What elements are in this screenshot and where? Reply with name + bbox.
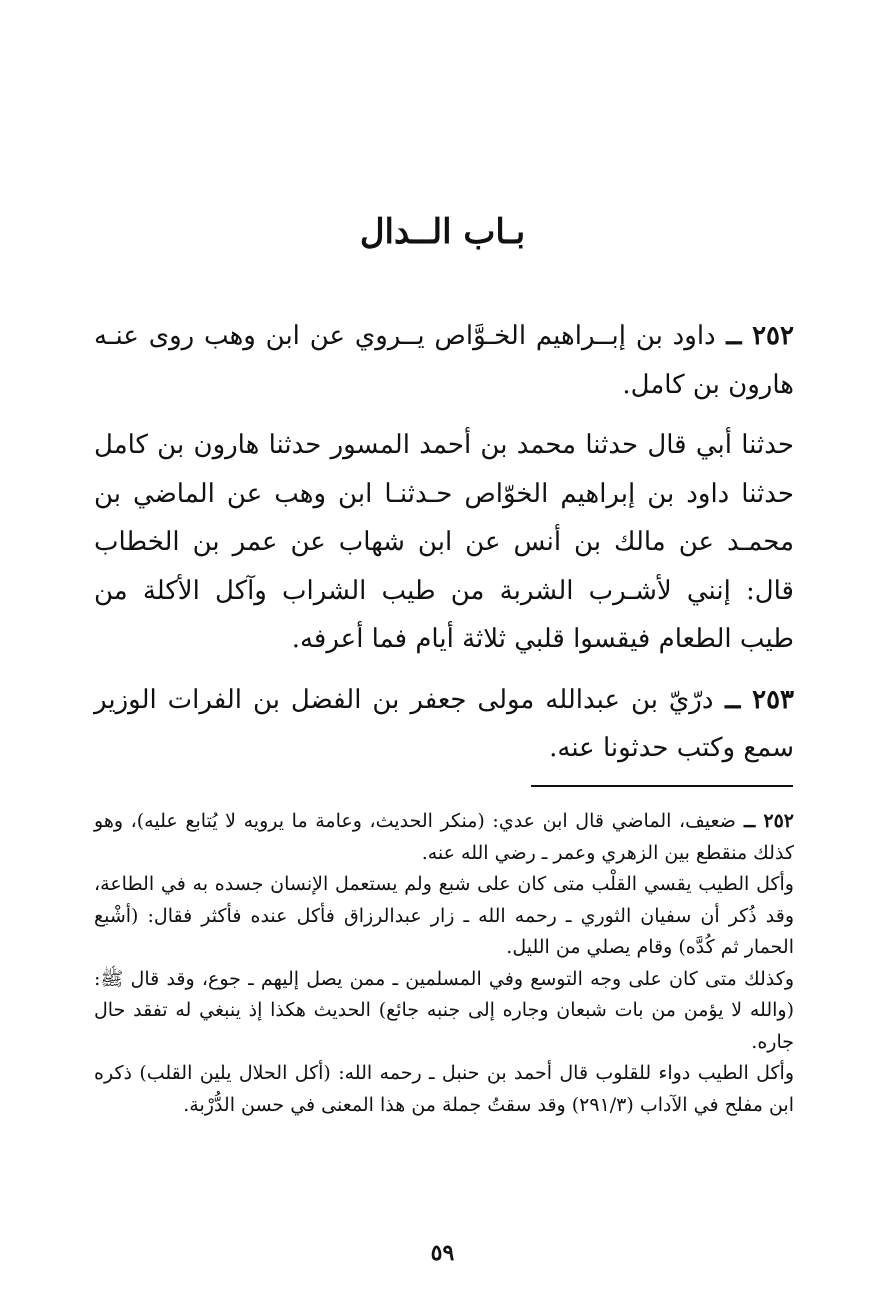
footnote-paragraph <box>94 869 794 964</box>
footnote-paragraph <box>94 964 794 1059</box>
footnote-text: وأكل الطيب يقسي القلْب متى كان على شبع ولم يستعمل الإنسان جسده به في الطاعة، وقد ذُكر أن سفيان الثوري ـ رحمه الله ـ زار عبدالرزاق فأكل عنده فأكثر فقال: (أشْبع الحمار ثم كُدَّه) وقام يصلي من الليل. <box>94 873 794 958</box>
footnote-paragraph <box>94 1058 794 1121</box>
entry-252-hadith <box>94 421 794 664</box>
main-text <box>94 312 794 785</box>
entry-number: ٢٥٣ <box>752 684 795 715</box>
footnote-number: ٢٥٢ <box>763 810 794 832</box>
entry-text: حدثنا أبي قال حدثنا محمد بن أحمد المسور حدثنا هارون بن كامل حدثنا داود بن إبراهيم الخوّاص حـدثنـا ابن وهب عن الماضي بن محمـد عن مالك بن أنس عن ابن شهاب عن عمر بن الخطاب قال: إنني لأشـرب الشربة من طيب الشراب وآكل الأكلة من طيب الطعام فيقسوا قلبي ثلاثة أيام فما أعرفه. <box>94 430 794 654</box>
entry-253 <box>94 676 794 773</box>
footnote-text: وأكل الطيب دواء للقلوب قال أحمد بن حنبل ـ رحمه الله: (أكل الحلال يلين القلب) ذكره ابن مفلح في الآداب (٢٩١/٣) وقد سقتُ جملة من هذا المعنى في حسن الدُّرْبة. <box>94 1062 794 1116</box>
entry-dash: ــ <box>715 321 753 351</box>
footnote-text: وكذلك متى كان على وجه التوسع وفي المسلمين ـ ممن يصل إليهم ـ جوع، وقد قال ﷺ: (والله لا يؤمن من بات شبعان وجاره إلى جنبه جائع) الحديث هكذا إذ ينبغي له تفقد حال جاره. <box>94 967 794 1053</box>
footnote-separator <box>531 785 793 787</box>
chapter-title: بـاب الــدال <box>359 212 526 252</box>
entry-text: درّيّ بن عبدالله مولى جعفر بن الفضل بن الفرات الوزير سمع وكتب حدثونا عنه. <box>94 684 794 763</box>
footnotes <box>94 806 794 1121</box>
footnote-dash: ــ <box>735 810 764 832</box>
footnote-text: ضعيف، الماضي قال ابن عدي: (منكر الحديث، وعامة ما يرويه لا يُتابع عليه)، وهو كذلك منقطع بين الزهري وعمر ـ رضي الله عنه. <box>94 810 794 864</box>
entry-252 <box>94 312 794 409</box>
page-number: ٥٩ <box>430 1240 455 1266</box>
entry-text: داود بن إبــراهيم الخـوَّاص يــروي عن ابن وهب روى عنـه هارون بن كامل. <box>94 321 794 400</box>
entry-dash: ــ <box>713 684 753 715</box>
footnote-252 <box>94 806 794 869</box>
entry-number: ٢٥٢ <box>752 321 794 351</box>
